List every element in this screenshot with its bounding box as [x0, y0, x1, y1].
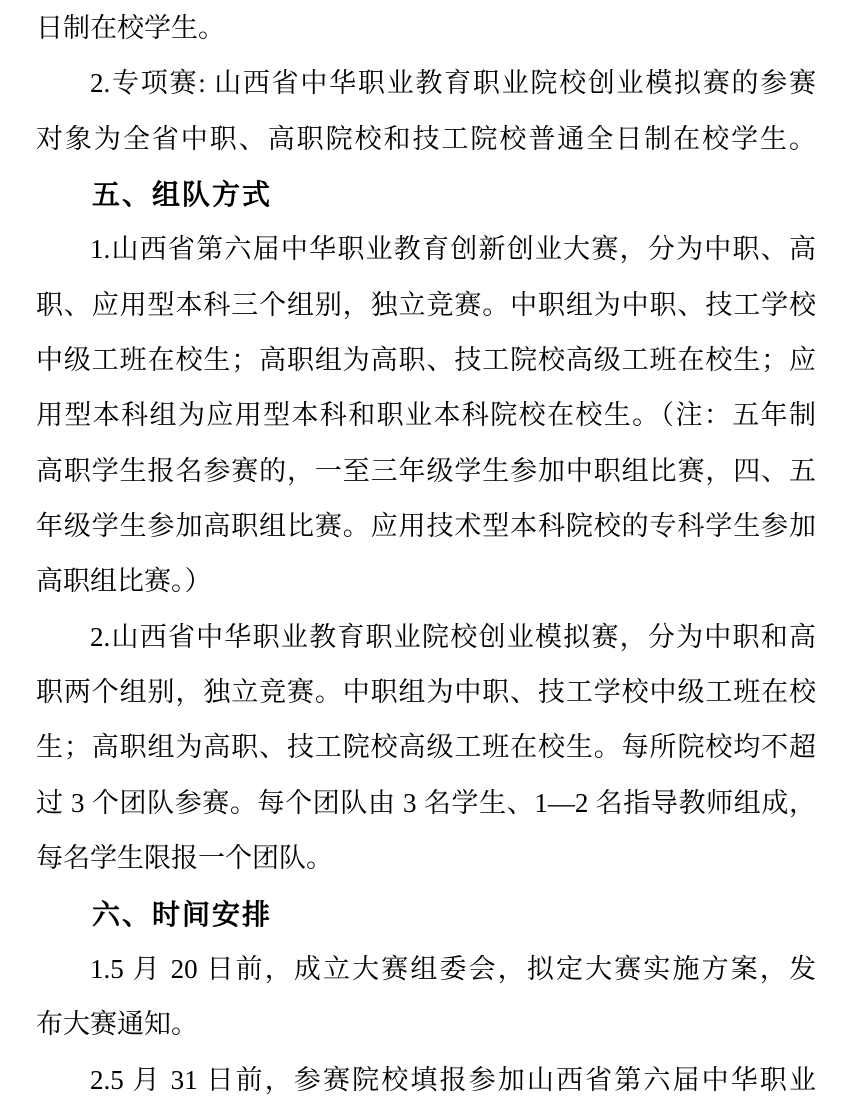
- section-heading: 六、时间安排: [92, 898, 273, 930]
- text-line: 生；高职组为高职、技工院校高级工班在校生。每所院校均不超: [36, 732, 816, 763]
- text-line: 2.专项赛: 山西省中华职业教育职业院校创业模拟赛的参赛: [90, 68, 816, 99]
- text-line: 日制在校学生。: [36, 13, 225, 43]
- text-line: 布大赛通知。: [36, 1009, 198, 1040]
- document-body: [36, 1, 816, 1108]
- text-line: 年级学生参加高职组比赛。应用技术型本科院校的专科学生参加: [36, 511, 816, 542]
- text-line: 中级工班在校生；高职组为高职、技工院校高级工班在校生；应: [36, 345, 816, 376]
- text-line: 高职学生报名参赛的，一至三年级学生参加中职组比赛，四、五: [36, 455, 816, 486]
- text-line: 职两个组别，独立竞赛。中职组为中职、技工学校中级工班在校: [36, 677, 816, 708]
- text-line: 用型本科组为应用型本科和职业本科院校在校生。（注：五年制: [36, 400, 816, 431]
- text-line: 2.5 月 31 日前，参赛院校填报参加山西省第六届中华职业: [90, 1064, 816, 1095]
- section-heading: 五、组队方式: [92, 179, 273, 211]
- text-line: 高职组比赛。）: [36, 566, 212, 597]
- text-line: 对象为全省中职、高职院校和技工院校普通全日制在校学生。: [36, 123, 816, 154]
- text-line: 1.5 月 20 日前，成立大赛组委会，拟定大赛实施方案，发: [90, 953, 816, 984]
- text-line: 2.山西省中华职业教育职业院校创业模拟赛，分为中职和高: [90, 621, 816, 652]
- text-line: 过 3 个团队参赛。每个团队由 3 名学生、1—2 名指导教师组成，: [36, 787, 816, 818]
- text-line: 每名学生限报一个团队。: [36, 843, 333, 874]
- text-line: 1.山西省第六届中华职业教育创新创业大赛，分为中职、高: [90, 234, 816, 265]
- text-line: 职、应用型本科三个组别，独立竞赛。中职组为中职、技工学校: [36, 289, 816, 320]
